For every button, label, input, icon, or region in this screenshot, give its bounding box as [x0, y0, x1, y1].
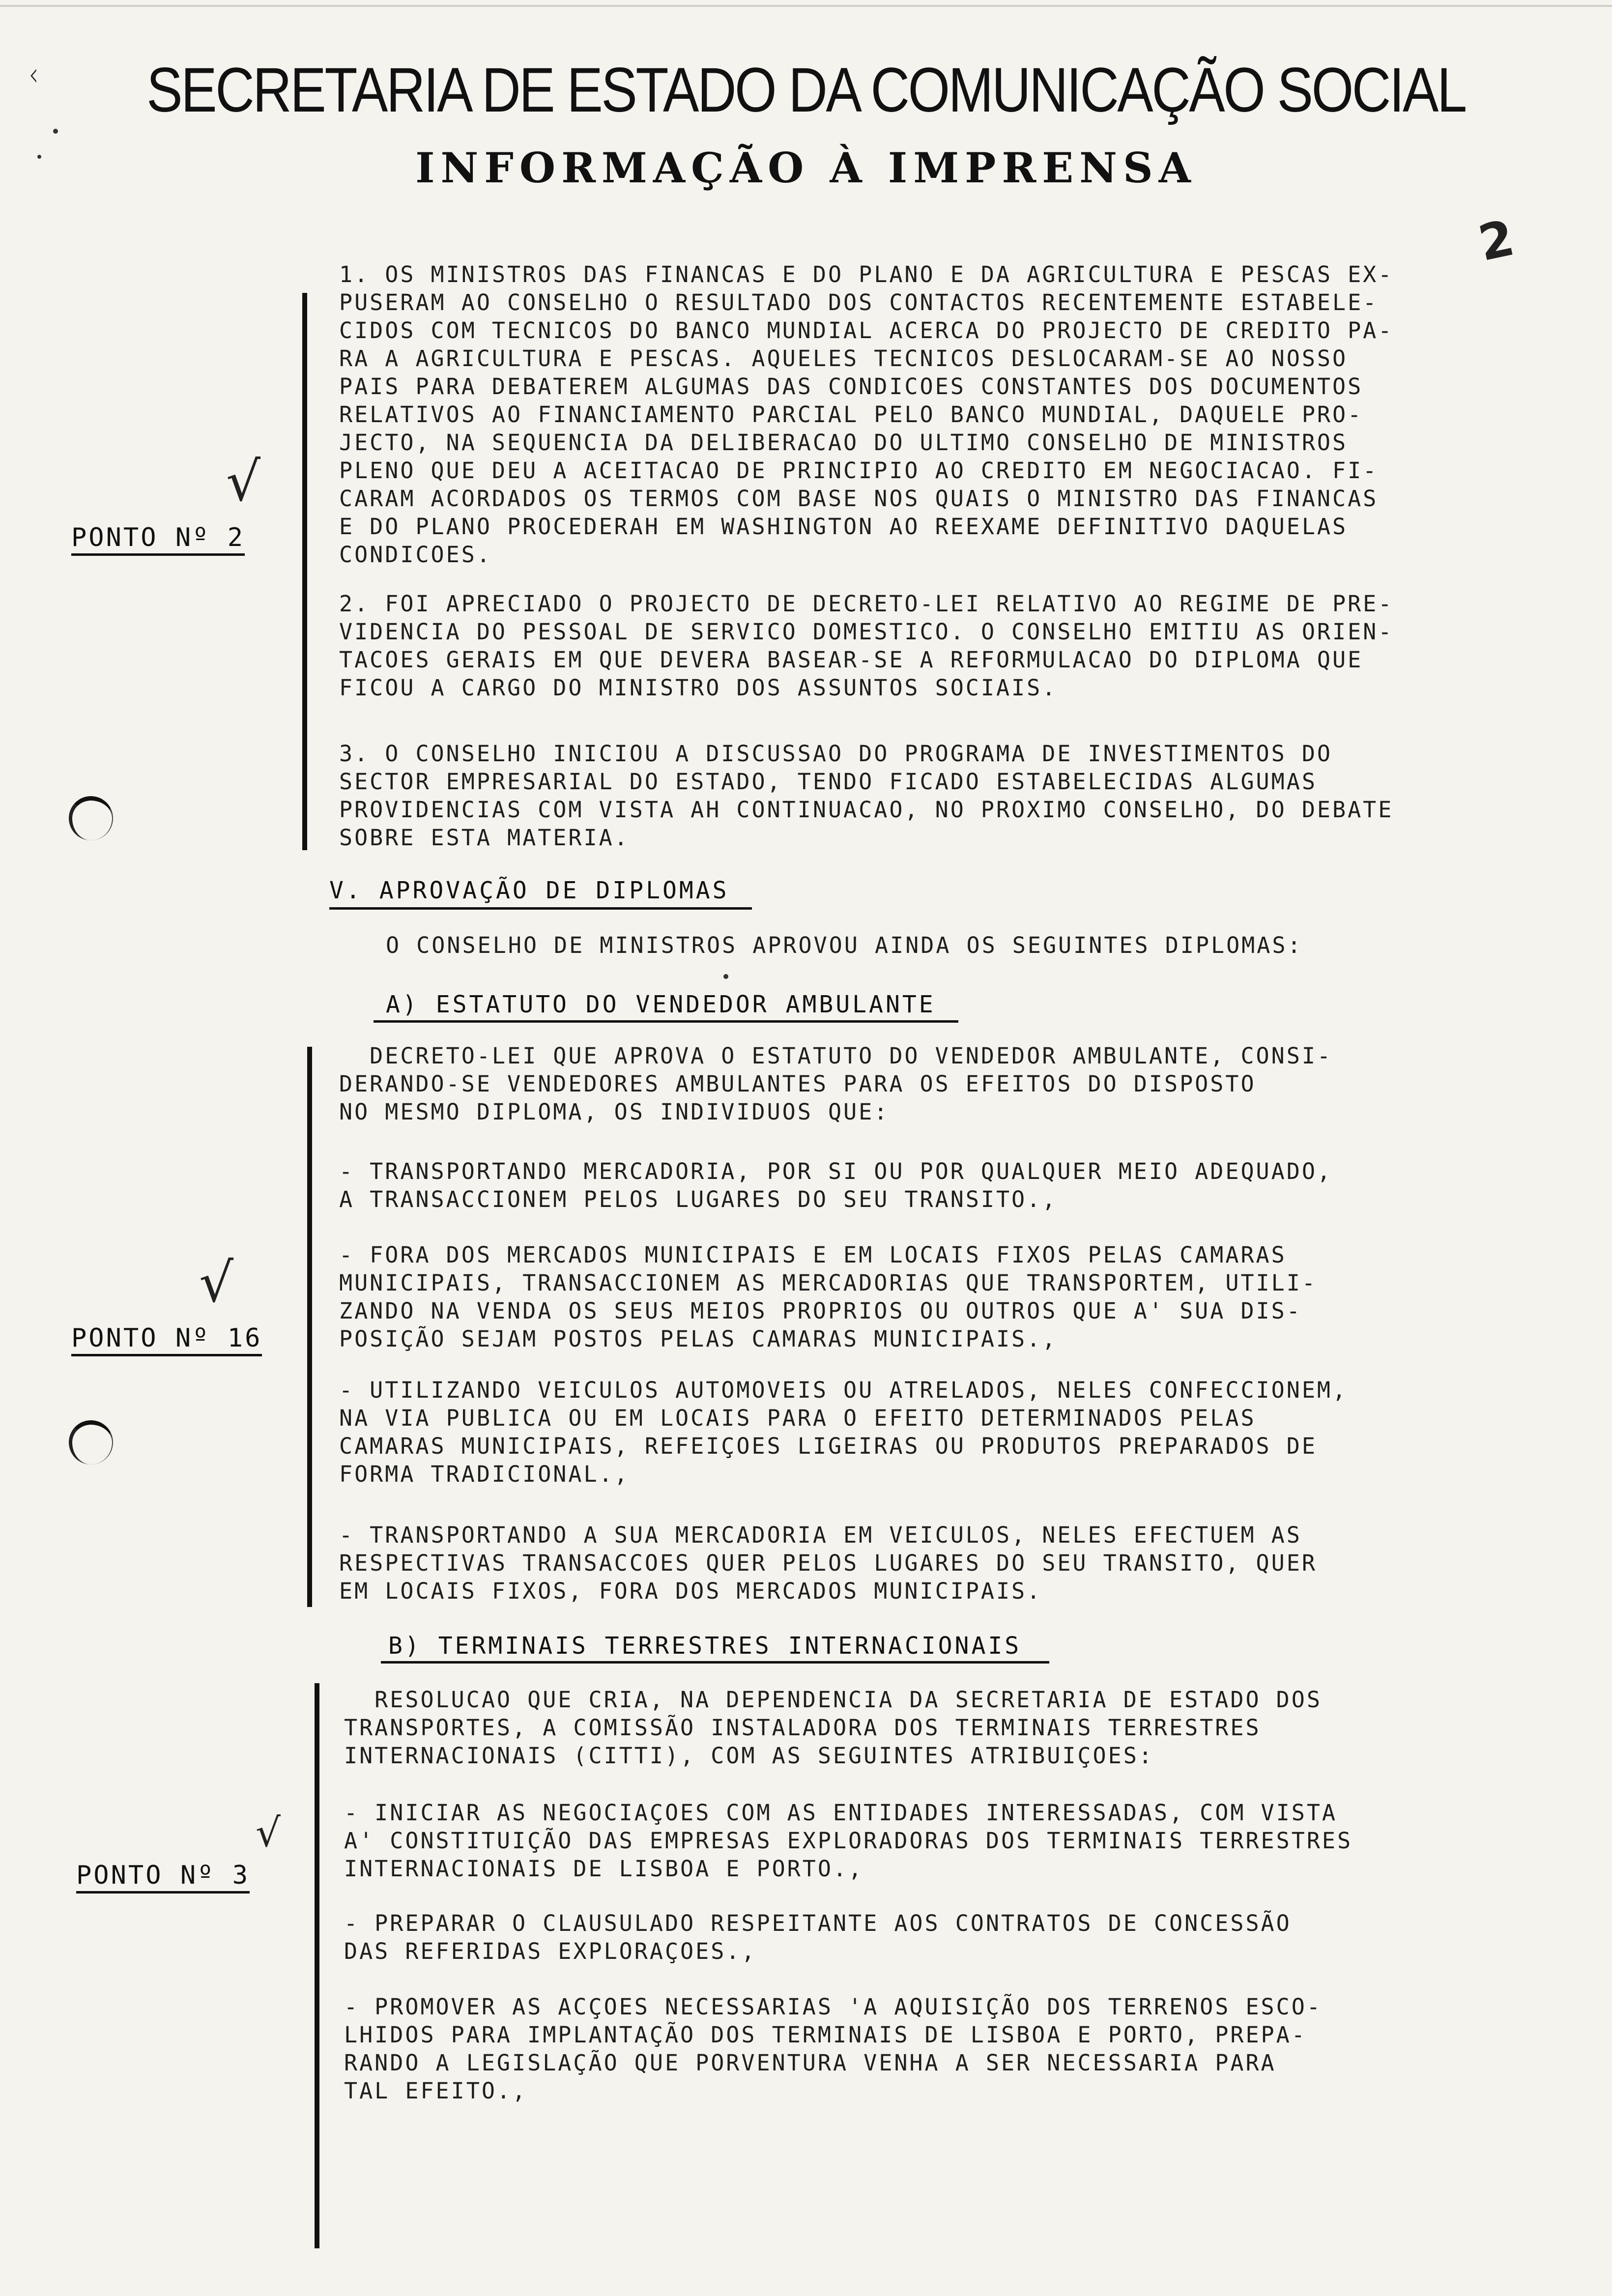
- list-item: - INICIAR AS NEGOCIAÇOES COM AS ENTIDADES INTERESSADAS, COM VISTA A' CONSTITUIÇÃO DAS EMPRESAS EXPLORADORAS DOS TERMINAIS TERRESTRES INTERNACIONAIS DE LISBOA E PORTO.,: [344, 1800, 1353, 1882]
- list-item: - PREPARAR O CLAUSULADO RESPEITANTE AOS CONTRATOS DE CONCESSÃO DAS REFERIDAS EXPLORAÇOES.,: [344, 1910, 1292, 1964]
- check-mark-icon: √: [226, 450, 261, 513]
- section-heading: V. APROVAÇÃO DE DIPLOMAS: [329, 877, 729, 904]
- heading-underline: [329, 907, 752, 910]
- margin-dot: [53, 129, 58, 134]
- heading-underline: [374, 1020, 958, 1023]
- list-item: - UTILIZANDO VEICULOS AUTOMOVEIS OU ATRELADOS, NELES CONFECCIONEM, NA VIA PUBLICA OU EM LOCAIS PARA O EFEITO DETERMINADOS PELAS CAMARAS MUNICIPAIS, REFEIÇOES LIGEIRAS OU PRODUTOS PREPARADOS DE FORMA TRADICIONAL.,: [339, 1377, 1348, 1487]
- page-subtitle: INFORMAÇÃO À IMPRENSA: [415, 144, 1197, 192]
- check-mark-icon: √: [199, 1251, 234, 1314]
- heading-underline: [381, 1661, 1049, 1664]
- margin-scribble: ᚲ: [25, 59, 42, 93]
- margin-bracket: [307, 1047, 312, 1607]
- list-item: - PROMOVER AS ACÇOES NECESSARIAS 'A AQUISIÇÃO DOS TERRENOS ESCO- LHIDOS PARA IMPLANTAÇÃO DOS TERMINAIS DE LISBOA E PORTO, PREPA- RANDO A LEGISLAÇÃO QUE PORVENTURA VENHA A SER NECESSARIA PARA TAL EFEITO.,: [344, 1994, 1322, 2104]
- punch-hole-icon: [69, 1420, 113, 1464]
- ponto-label: PONTO Nº 16: [71, 1325, 262, 1356]
- subsection-heading: B) TERMINAIS TERRESTRES INTERNACIONAIS: [388, 1632, 1022, 1660]
- handwritten-page-number: 2: [1473, 209, 1519, 272]
- stray-dot: [723, 974, 728, 979]
- intro-text: O CONSELHO DE MINISTROS APROVOU AINDA OS SEGUINTES DIPLOMAS:: [386, 932, 1303, 958]
- ponto-label: PONTO Nº 3: [76, 1863, 250, 1894]
- page-title: SECRETARIA DE ESTADO DA COMUNICAÇÃO SOCIAL: [146, 55, 1466, 125]
- page-edge-rule: [0, 5, 1612, 7]
- paragraph: 3. O CONSELHO INICIOU A DISCUSSAO DO PROGRAMA DE INVESTIMENTOS DO SECTOR EMPRESARIAL DO ESTADO, TENDO FICADO ESTABELECIDAS ALGUMAS PROVIDENCIAS COM VISTA AH CONTINUACAO, NO PROXIMO CONSELHO, DO DEBATE SOBRE ESTA MATERIA.: [339, 741, 1394, 851]
- paragraph: 2. FOI APRECIADO O PROJECTO DE DECRETO-LEI RELATIVO AO REGIME DE PRE- VIDENCIA DO PESSOAL DE SERVICO DOMESTICO. O CONSELHO EMITIU AS ORIEN- TACOES GERAIS EM QUE DEVERA BASEAR-SE A REFORMULACAO DO DIPLOMA QUE FICOU A CARGO DO MINISTRO DOS ASSUNTOS SOCIAIS.: [339, 591, 1394, 701]
- paragraph: RESOLUCAO QUE CRIA, NA DEPENDENCIA DA SECRETARIA DE ESTADO DOS TRANSPORTES, A COMISSÃO INSTALADORA DOS TERMINAIS TERRESTRES INTERNACIONAIS (CITTI), COM AS SEGUINTES ATRIBUIÇOES:: [344, 1687, 1322, 1769]
- ponto-label: PONTO Nº 2: [71, 525, 245, 556]
- margin-bracket: [315, 1683, 319, 2248]
- paragraph: DECRETO-LEI QUE APROVA O ESTATUTO DO VENDEDOR AMBULANTE, CONSI- DERANDO-SE VENDEDORES AMBULANTES PARA OS EFEITOS DO DISPOSTO NO MESMO DIPLOMA, OS INDIVIDUOS QUE:: [339, 1043, 1332, 1125]
- list-item: - FORA DOS MERCADOS MUNICIPAIS E EM LOCAIS FIXOS PELAS CAMARAS MUNICIPAIS, TRANSACCIONEM AS MERCADORIAS QUE TRANSPORTEM, UTILI- ZANDO NA VENDA OS SEUS MEIOS PROPRIOS OU OUTROS QUE A' SUA DIS- POSIÇÃO SEJAM POSTOS PELAS CAMARAS MUNICIPAIS.,: [339, 1242, 1317, 1352]
- list-item: - TRANSPORTANDO A SUA MERCADORIA EM VEICULOS, NELES EFECTUEM AS RESPECTIVAS TRANSACCOES QUER PELOS LUGARES DO SEU TRANSITO, QUER EM LOCAIS FIXOS, FORA DOS MERCADOS MUNICIPAIS.: [339, 1522, 1317, 1604]
- list-item: - TRANSPORTANDO MERCADORIA, POR SI OU POR QUALQUER MEIO ADEQUADO, A TRANSACCIONEM PELOS LUGARES DO SEU TRANSITO.,: [339, 1158, 1332, 1212]
- paragraph: 1. OS MINISTROS DAS FINANCAS E DO PLANO E DA AGRICULTURA E PESCAS EX- PUSERAM AO CONSELHO O RESULTADO DOS CONTACTOS RECENTEMENTE ESTABELE- CIDOS COM TECNICOS DO BANCO MUNDIAL ACERCA DO PROJECTO DE CREDITO PA- RA A AGRICULTURA E PESCAS. AQUELES TECNICOS DESLOCARAM-SE AO NOSSO PAIS PARA DEBATEREM ALGUMAS DAS CONDICOES CONSTANTES DOS DOCUMENTOS RELATIVOS AO FINANCIAMENTO PARCIAL PELO BANCO MUNDIAL, DAQUELE PRO- JECTO, NA SEQUENCIA DA DELIBERACAO DO ULTIMO CONSELHO DE MINISTROS PLENO QUE DEU A ACEITACAO DE PRINCIPIO AO CREDITO EM NEGOCIACAO. FI- CARAM ACORDADOS OS TERMOS COM BASE NOS QUAIS O MINISTRO DAS FINANCAS E DO PLANO PROCEDERAH EM WASHINGTON AO REEXAME DEFINITIVO DAQUELAS CONDICOES.: [339, 261, 1394, 568]
- check-mark-icon: √: [256, 1810, 281, 1856]
- punch-hole-icon: [69, 796, 113, 840]
- subsection-heading: A) ESTATUTO DO VENDEDOR AMBULANTE: [386, 991, 936, 1018]
- margin-bracket: [302, 293, 307, 850]
